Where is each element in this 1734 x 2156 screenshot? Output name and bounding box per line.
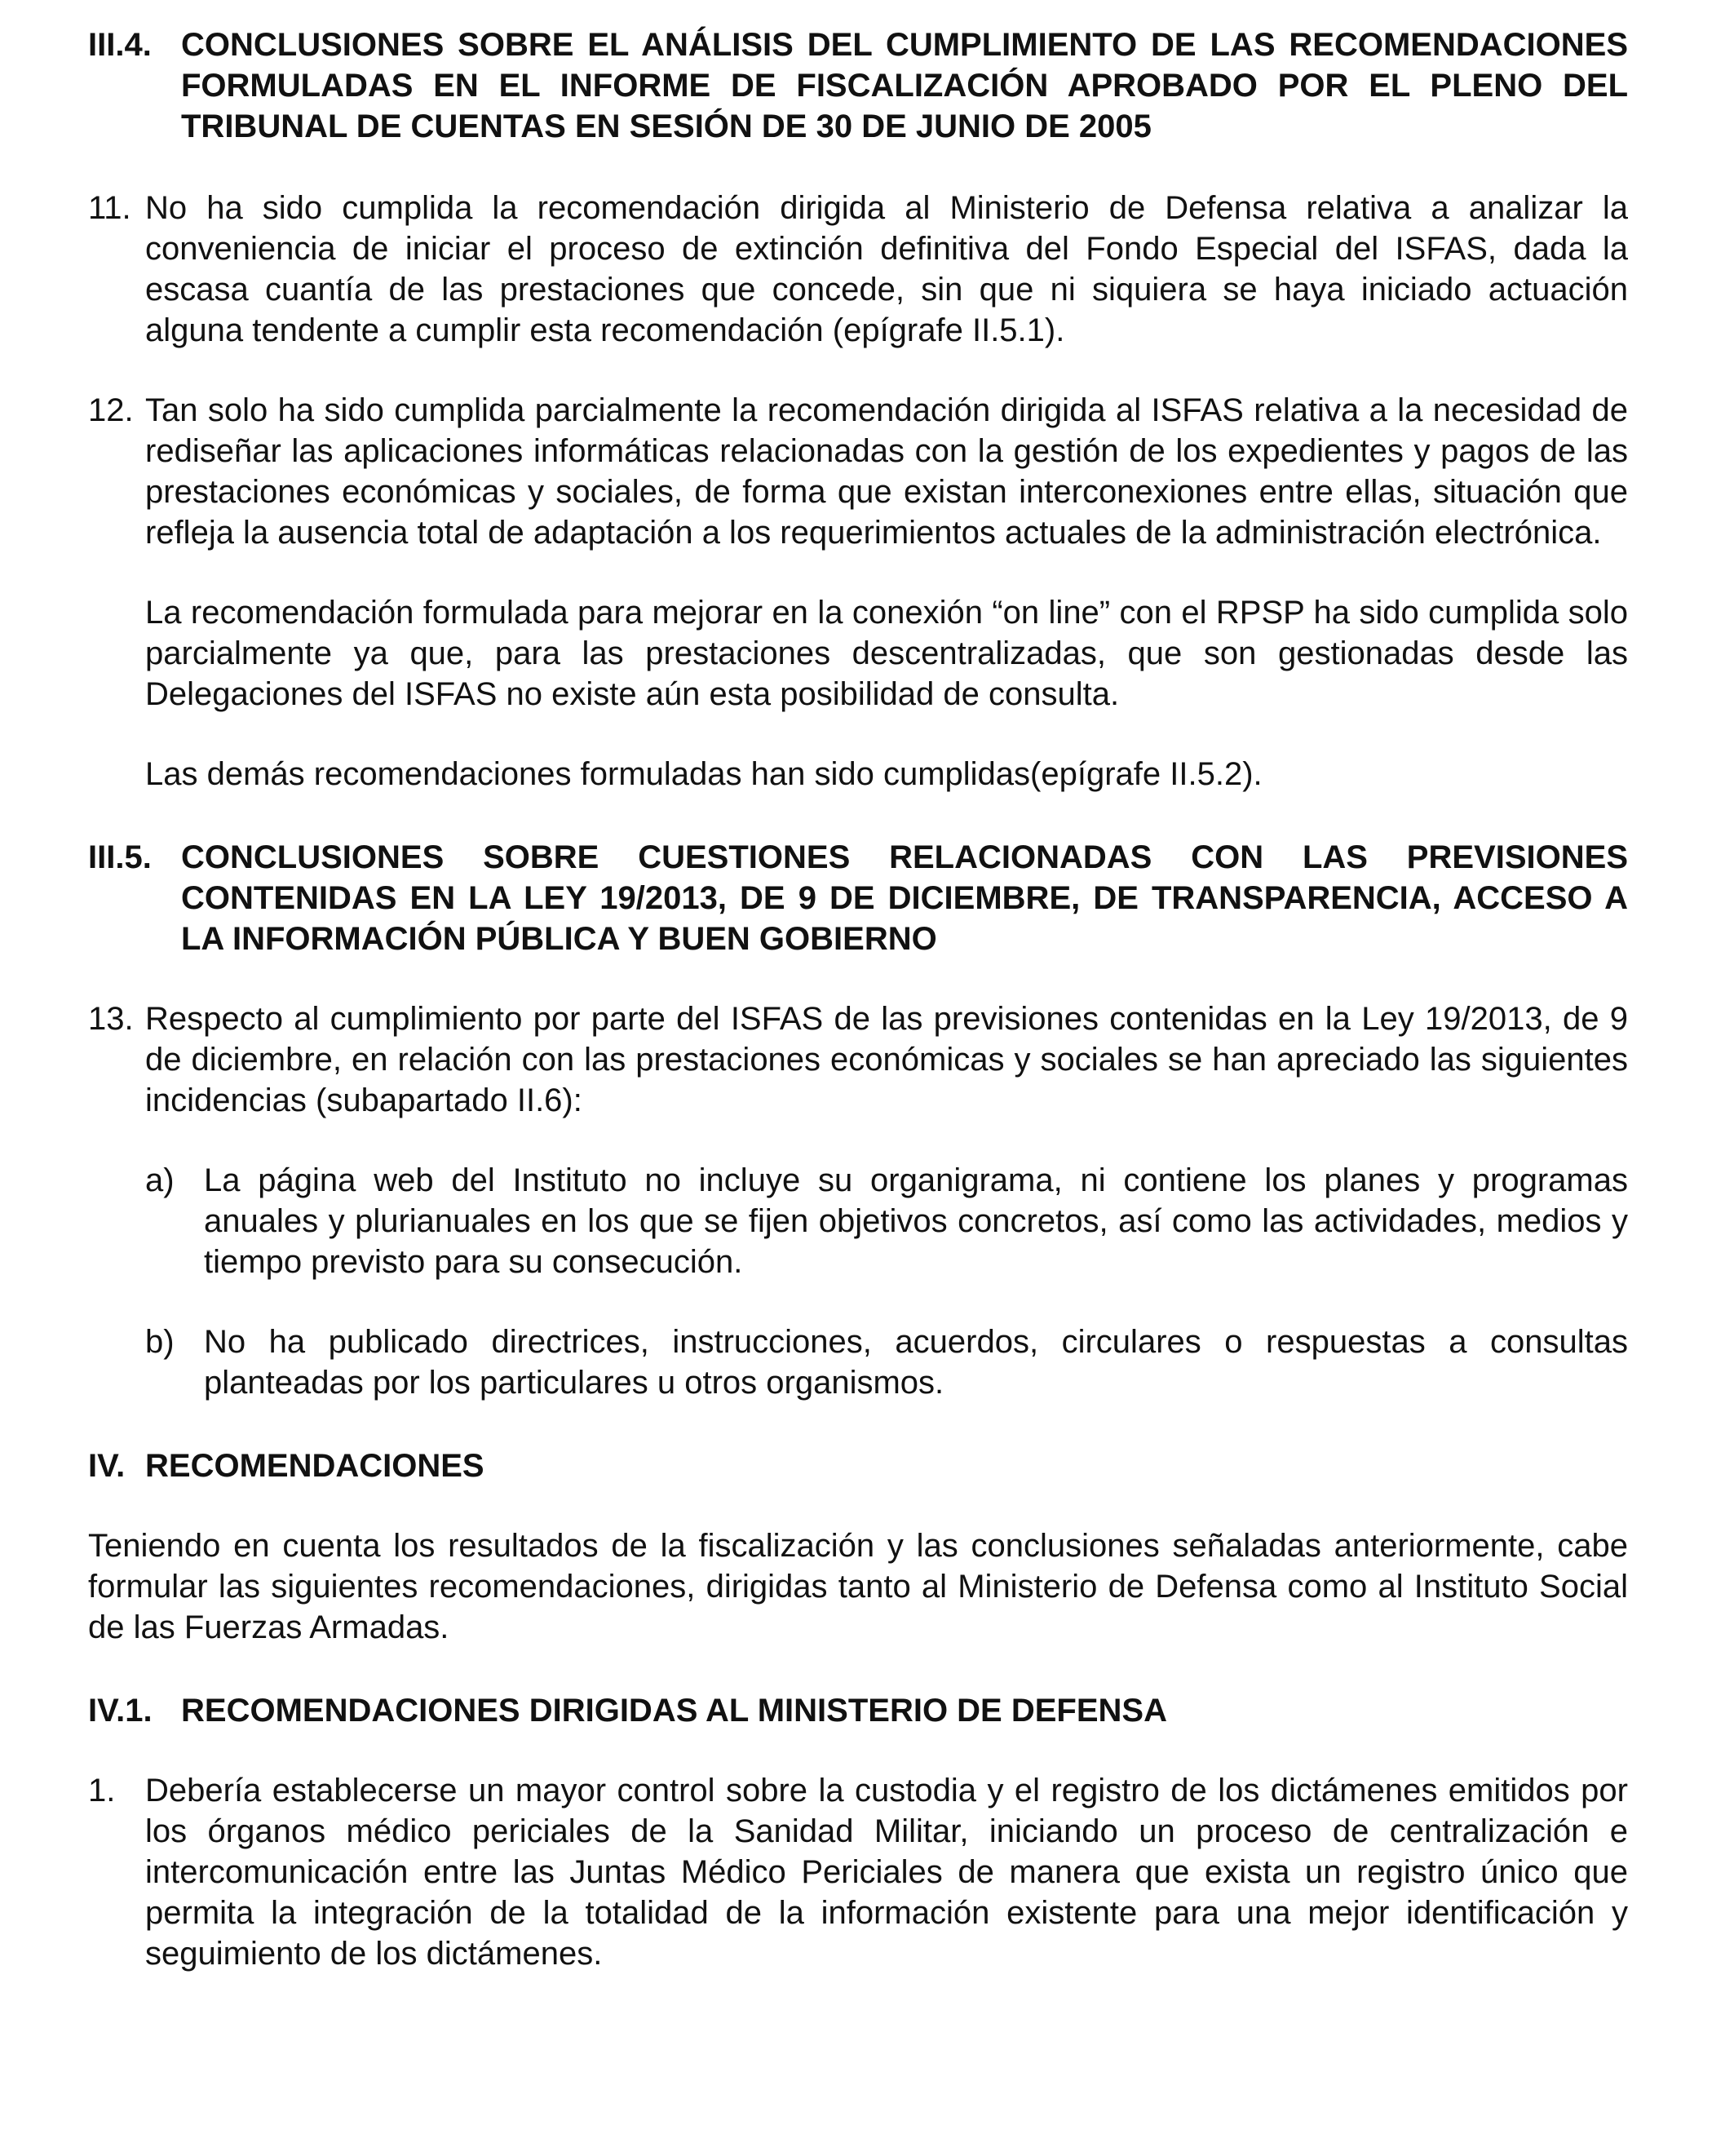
sub-item-label: b) [145, 1324, 175, 1360]
section-title: RECOMENDACIONES [145, 1448, 484, 1484]
item-text: Tan solo ha sido cumplida parcialmente la recomendación dirigida al ISFAS relativa a la necesidad de rediseñar las aplicaciones informáticas relacionadas con la gestión de los expedientes y pagos de las prestaciones económicas y sociales, de forma que existan interconexiones entre ellas, situación que refleja la ausencia total de adaptación a los requerimientos actuales de la administración electrónica. [145, 392, 1628, 551]
paragraph-demas-recomendaciones: Las demás recomendaciones formuladas han sido cumplidas(epígrafe II.5.2). [145, 756, 1263, 792]
item-number: 11. [88, 190, 131, 226]
item-text: Respecto al cumplimiento por parte del ISFAS de las previsiones contenidas en la Ley 19/2013, de 9 de diciembre, en relación con las prestaciones económicas y sociales se han apreciado las siguientes incidencias (subapartado II.6): [145, 1001, 1628, 1118]
sub-item-a [145, 1160, 1628, 1282]
section-title: CONCLUSIONES SOBRE CUESTIONES RELACIONADAS CON LAS PREVISIONES CONTENIDAS EN LA LEY 19/2013, DE 9 DE DICIEMBRE, DE TRANSPARENCIA, ACCESO A LA INFORMACIÓN PÚBLICA Y BUEN GOBIERNO [181, 839, 1628, 957]
numbered-item-12 [88, 390, 1628, 553]
section-title: RECOMENDACIONES DIRIGIDAS AL MINISTERIO DE DEFENSA [181, 1693, 1167, 1729]
sub-item-label: a) [145, 1162, 175, 1198]
section-heading-iii4 [88, 24, 1628, 147]
paragraph-recomendaciones-intro: Teniendo en cuenta los resultados de la fiscalización y las conclusiones señaladas anteriormente, cabe formular las siguientes recomendaciones, dirigidas tanto al Ministerio de Defensa como al Instituto Social de las Fuerzas Armadas. [88, 1528, 1628, 1645]
item-number: 13. [88, 1001, 134, 1037]
item-text: Debería establecerse un mayor control sobre la custodia y el registro de los dictámenes emitidos por los órganos médico periciales de la Sanidad Militar, iniciando un proceso de centralización e intercomunicación entre las Juntas Médico Periciales de manera que exista un registro único que permita la integración de la totalidad de la información existente para una mejor identificación y seguimiento de los dictámenes. [145, 1773, 1628, 1972]
document-page [88, 24, 1628, 1974]
numbered-item-11 [88, 188, 1628, 351]
sub-item-b [145, 1321, 1628, 1403]
numbered-item-1 [88, 1770, 1628, 1974]
numbered-item-13 [88, 998, 1628, 1121]
section-heading-iii5 [88, 837, 1628, 959]
item-number: 1. [88, 1773, 116, 1808]
section-heading-iv1 [88, 1690, 1628, 1731]
item-number: 12. [88, 392, 134, 428]
section-number: III.4. [88, 27, 152, 63]
section-number: III.5. [88, 839, 152, 875]
item-text: No ha sido cumplida la recomendación dirigida al Ministerio de Defensa relativa a analizar la conveniencia de iniciar el proceso de extinción definitiva del Fondo Especial del ISFAS, dada la escasa cuantía de las prestaciones que concede, sin que ni siquiera se haya iniciado actuación alguna tendente a cumplir esta recomendación (epígrafe II.5.1). [145, 190, 1628, 348]
section-title: CONCLUSIONES SOBRE EL ANÁLISIS DEL CUMPLIMIENTO DE LAS RECOMENDACIONES FORMULADAS EN EL INFORME DE FISCALIZACIÓN APROBADO POR EL PLENO DEL TRIBUNAL DE CUENTAS EN SESIÓN DE 30 DE JUNIO DE 2005 [181, 27, 1628, 144]
section-heading-iv [88, 1445, 1628, 1486]
sub-item-text: La página web del Instituto no incluye su organigrama, ni contiene los planes y programas anuales y plurianuales en los que se fijen objetivos concretos, así como las actividades, medios y tiempo previsto para su consecución. [204, 1162, 1628, 1280]
paragraph-rpsp: La recomendación formulada para mejorar en la conexión “on line” con el RPSP ha sido cumplida solo parcialmente ya que, para las prestaciones descentralizadas, que son gestionadas desde las Delegaciones del ISFAS no existe aún esta posibilidad de consulta. [145, 595, 1628, 712]
section-number: IV.1. [88, 1693, 153, 1729]
section-number: IV. [88, 1448, 126, 1484]
sub-item-text: No ha publicado directrices, instrucciones, acuerdos, circulares o respuestas a consultas planteadas por los particulares u otros organismos. [204, 1324, 1628, 1401]
